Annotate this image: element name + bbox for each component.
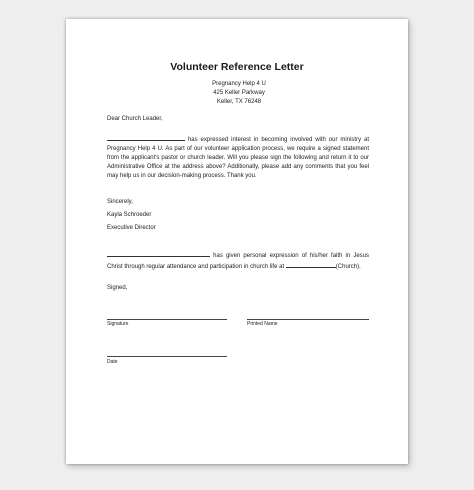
printed-name-label: Printed Name [247,321,278,327]
paragraph-affirmation-text: has given personal expression of his/her faith in Jesus Christ through regular attendance and participation in church life at [107,253,369,270]
closing-sincerely: Sincerely, [107,199,133,205]
signer-role: Executive Director [107,225,156,231]
applicant-name-blank[interactable] [107,134,185,141]
date-line[interactable] [107,356,227,357]
signed-label: Signed, [107,285,128,291]
paragraph-intro [107,134,369,181]
address-line-2: 425 Keller Parkway [213,90,265,96]
signer-name: Kayla Schroeder [107,212,152,218]
church-name-blank[interactable] [286,261,336,268]
address-line-1: Pregnancy Help 4 U [212,81,266,87]
signature-line[interactable] [107,319,227,320]
salutation: Dear Church Leader, [107,116,163,122]
printed-name-line[interactable] [247,319,369,320]
letter-page [66,19,408,464]
date-label: Date [107,359,118,365]
paragraph-affirmation [107,250,369,272]
signature-label: Signature [107,321,129,327]
address-line-3: Keller, TX 76248 [216,99,262,105]
paragraph-intro-text: has expressed interest in becoming involved with our ministry at Pregnancy Help 4 U. As part of our volunteer application process, we require a signed statement from the applicant's pastor or church leader. Will you please sign the following and return it to our Administrative Office at the address above? Additionally, please add any comments that you feel may help us in our decision-making process. Thank you. [107,137,370,179]
applicant-name-blank-2[interactable] [107,250,210,257]
church-suffix: (Church). [335,264,361,270]
letter-title: Volunteer Reference Letter [170,61,304,73]
